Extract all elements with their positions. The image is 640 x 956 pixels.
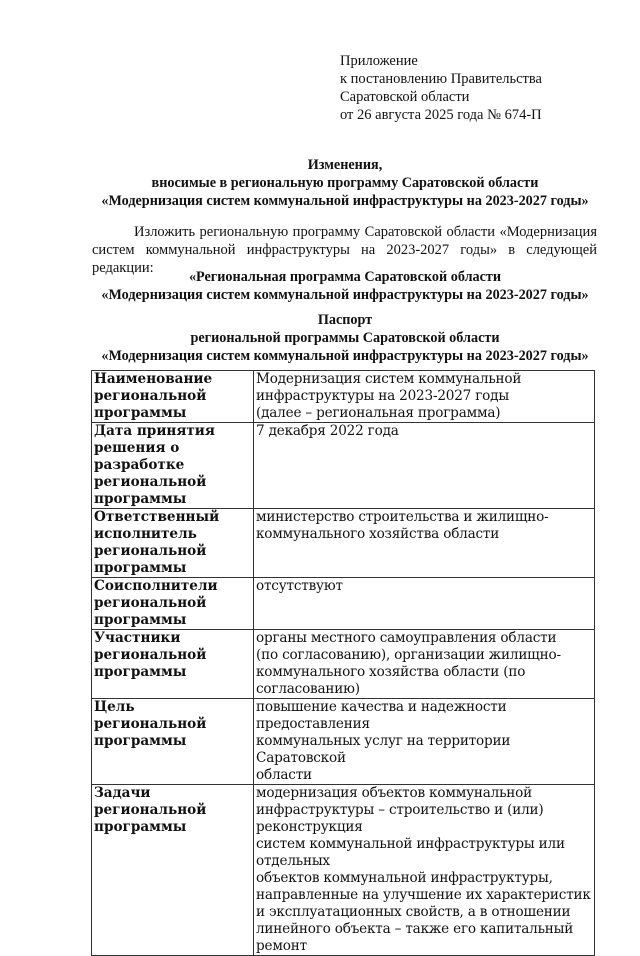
program-title-line: «Региональная программа Саратовской области	[188, 269, 502, 285]
title-line: «Модернизация систем коммунальной инфраструктуры на 2023-2027 годы»	[101, 193, 589, 209]
row-label: Наименование региональной программы	[92, 371, 254, 423]
row-value: органы местного самоуправления области (по согласованию), организации жилищно- коммунального хозяйства области (по согласованию)	[254, 630, 595, 699]
passport-table	[91, 370, 595, 956]
intro-paragraph: Изложить региональную программу Саратовской области «Модернизация систем коммунальной инфраструктуры на 2023-2027 годы» в следующей редакции:	[92, 224, 597, 276]
row-label: Соисполнители региональной программы	[92, 578, 254, 630]
title-line: вносимые в региональную программу Саратовской области	[151, 175, 539, 191]
appendix-line: от 26 августа 2025 года № 674-П	[340, 107, 542, 123]
table-row	[92, 423, 595, 509]
title-line: Изменения,	[307, 157, 383, 173]
row-label: Цель региональной программы	[92, 699, 254, 785]
program-title	[60, 268, 630, 304]
table-row	[92, 699, 595, 785]
row-value: министерство строительства и жилищно- коммунального хозяйства области	[254, 509, 595, 578]
appendix-line: к постановлению Правительства	[340, 71, 542, 87]
appendix-line: Саратовской области	[340, 89, 470, 105]
passport-title-line: «Модернизация систем коммунальной инфраструктуры на 2023-2027 годы»	[101, 348, 589, 364]
row-label: Участники региональной программы	[92, 630, 254, 699]
row-value: модернизация объектов коммунальной инфраструктуры – строительство и (или) реконструкция систем коммунальной инфраструктуры или отдельных объектов коммунальной инфраструктуры, направленные на улучшение их характеристик и эксплуатационных свойств, а в отношении линейного объекта – также его капитальный ремонт	[254, 785, 595, 956]
document-title	[60, 156, 630, 210]
passport-title-line: региональной программы Саратовской области	[190, 330, 500, 346]
passport-title	[60, 311, 630, 365]
row-label: Задачи региональной программы	[92, 785, 254, 956]
row-value: 7 декабря 2022 года	[254, 423, 595, 509]
row-label: Дата принятия решения о разработке региональной программы	[92, 423, 254, 509]
row-value: отсутствуют	[254, 578, 595, 630]
row-value: Модернизация систем коммунальной инфраструктуры на 2023-2027 годы (далее – региональная программа)	[254, 371, 595, 423]
table-row	[92, 578, 595, 630]
table-row	[92, 630, 595, 699]
table-row	[92, 371, 595, 423]
appendix-line: Приложение	[340, 53, 418, 69]
program-title-line: «Модернизация систем коммунальной инфраструктуры на 2023-2027 годы»	[101, 287, 589, 303]
table-row	[92, 509, 595, 578]
row-value: повышение качества и надежности предоставления коммунальных услуг на территории Саратовской области	[254, 699, 595, 785]
table-row	[92, 785, 595, 956]
passport-title-line: Паспорт	[317, 312, 373, 328]
row-label: Ответственный исполнитель региональной программы	[92, 509, 254, 578]
appendix-header	[340, 52, 542, 124]
